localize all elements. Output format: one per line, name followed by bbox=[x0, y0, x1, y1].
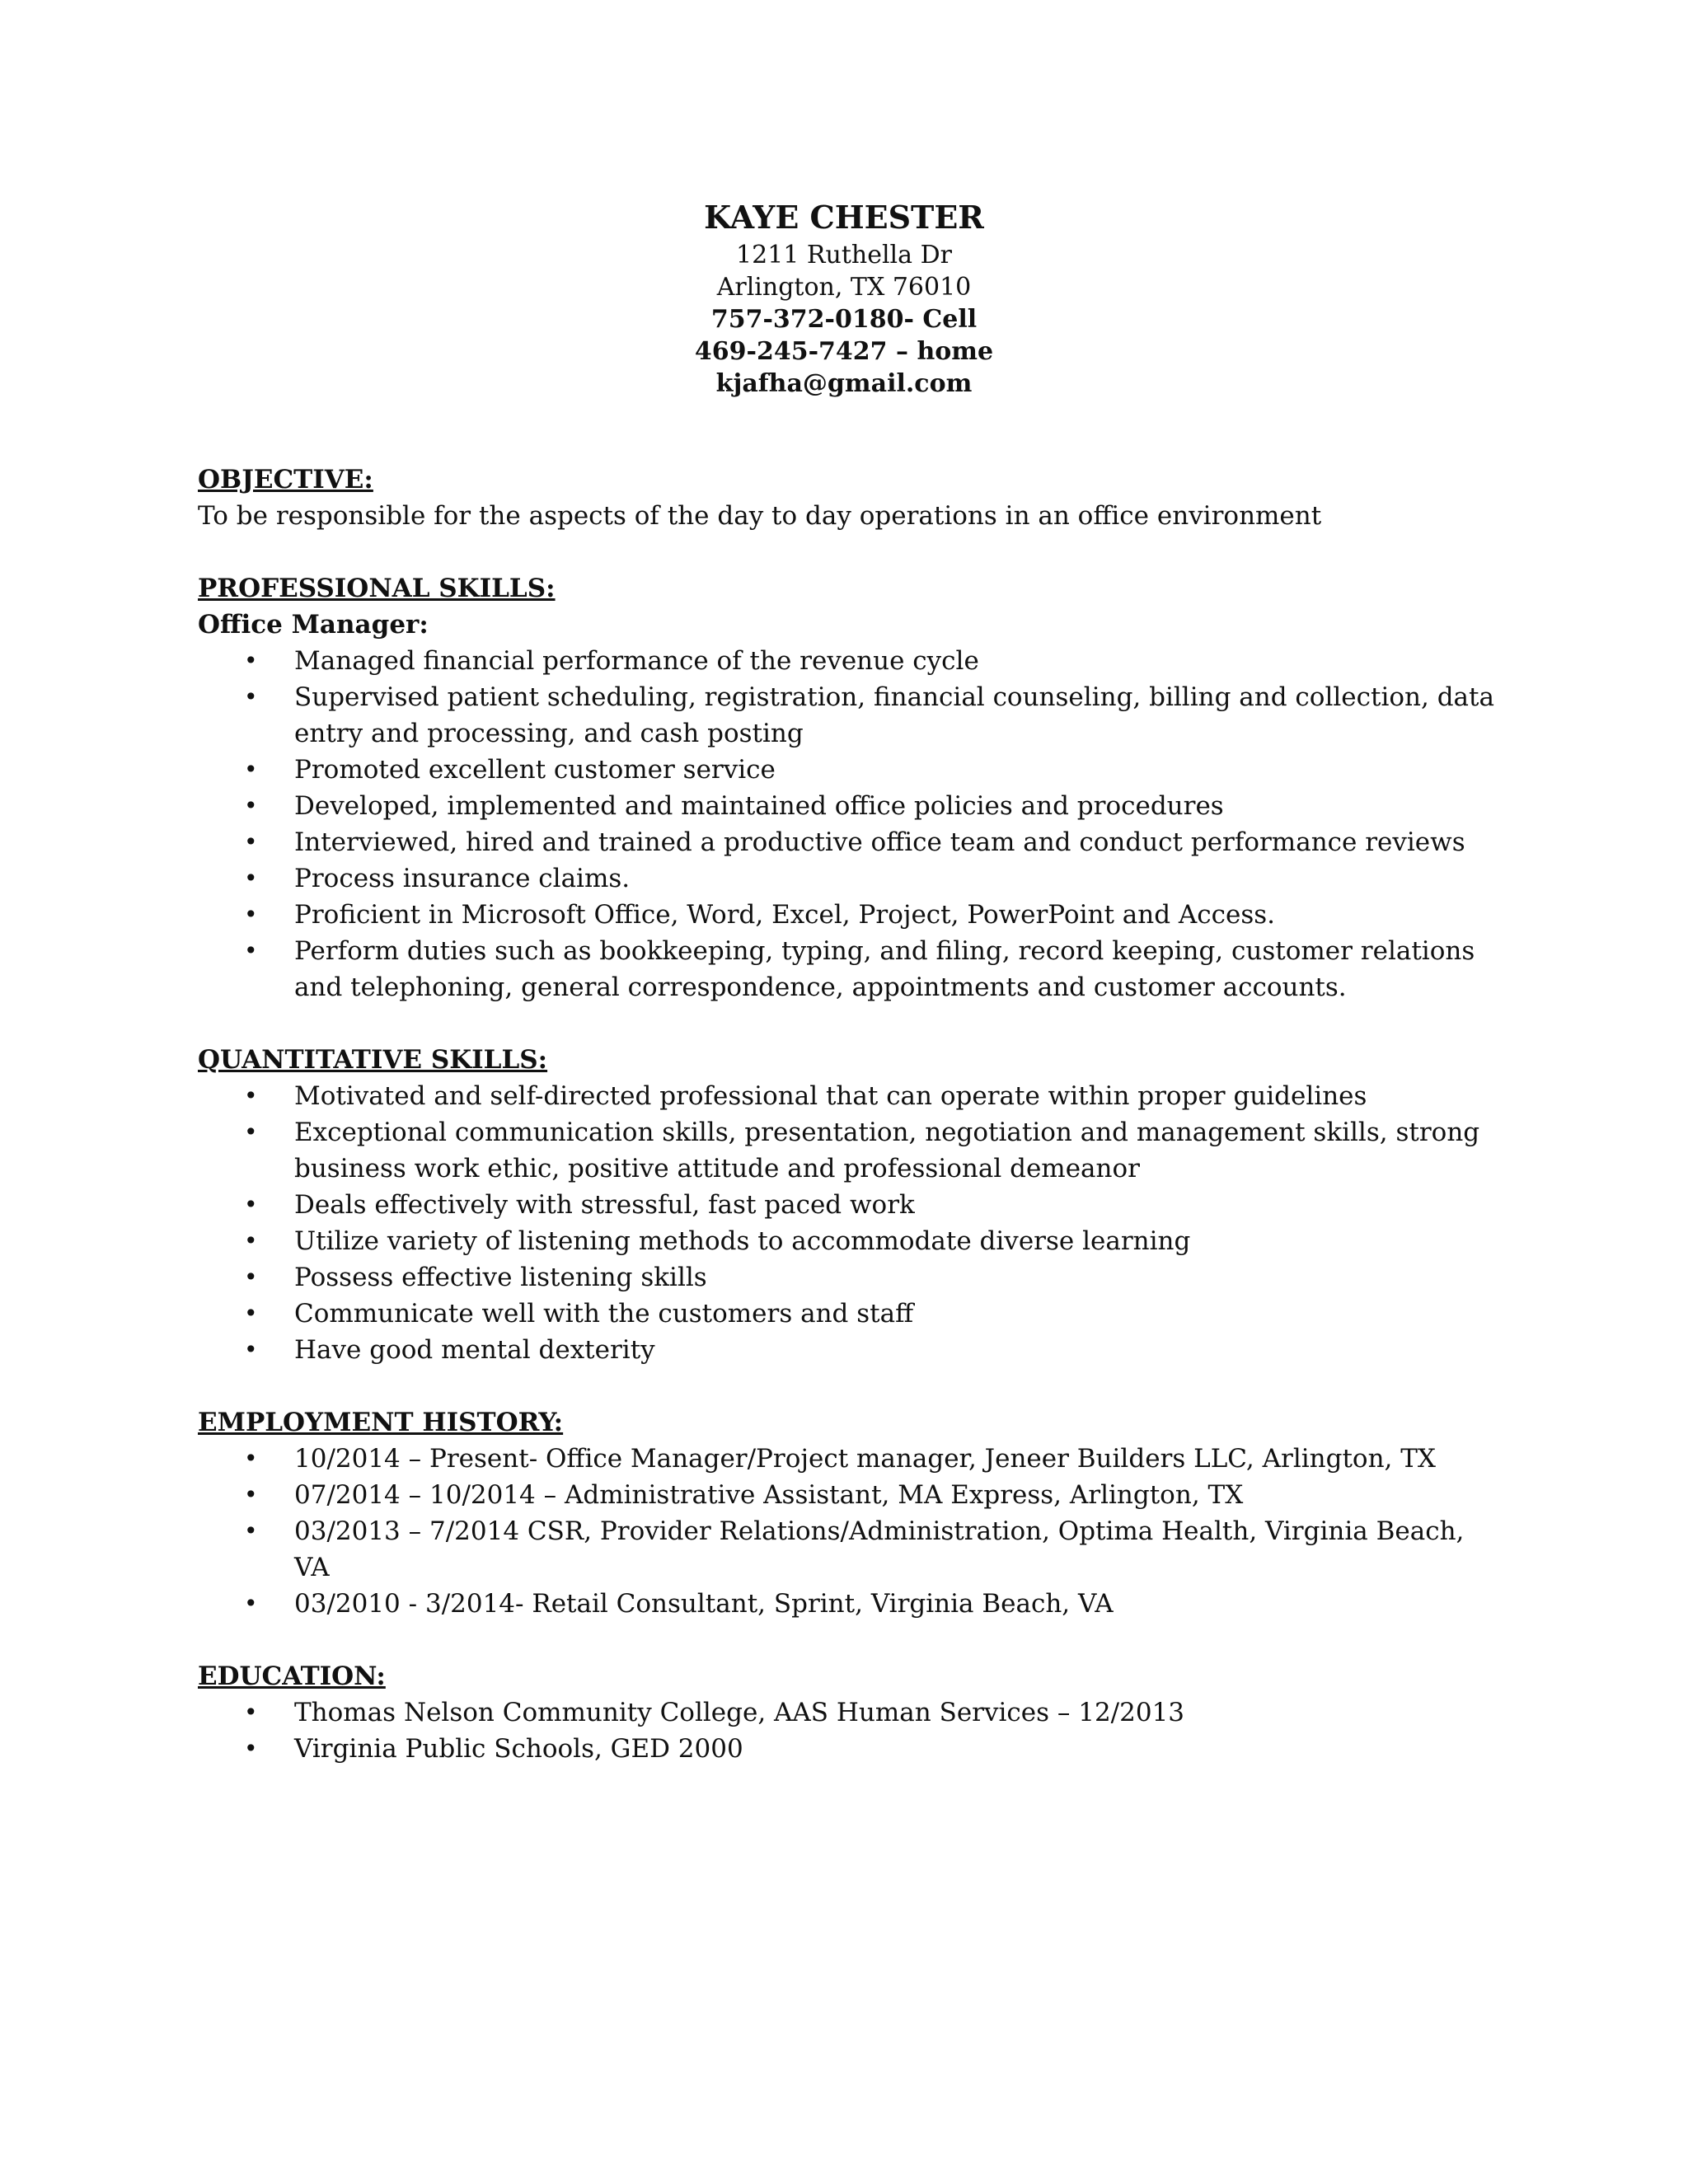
list-item bbox=[198, 1441, 1500, 1477]
list-item-text: Perform duties such as bookkeeping, typing, and filing, record keeping, customer relations and telephoning, general correspondence, appointments and customer accounts. bbox=[294, 936, 1475, 1002]
list-item bbox=[198, 1694, 1500, 1731]
list-item-text: Developed, implemented and maintained office policies and procedures bbox=[294, 791, 1224, 821]
resume-body bbox=[198, 462, 1500, 1803]
bullet-icon: • bbox=[244, 792, 258, 819]
bullet-icon: • bbox=[244, 901, 258, 928]
list-item-text: Process insurance claims. bbox=[294, 864, 631, 893]
objective-text: To be responsible for the aspects of the day to day operations in an office environment bbox=[198, 501, 1322, 531]
quantitative-skills-section bbox=[198, 1042, 1500, 1368]
employment-history-title: EMPLOYMENT HISTORY: bbox=[198, 1408, 564, 1437]
bullet-icon: • bbox=[244, 1481, 258, 1508]
list-item-text: Motivated and self-directed professional that can operate within proper guidelines bbox=[294, 1081, 1367, 1111]
list-item-text: 03/2010 - 3/2014- Retail Consultant, Sprint, Virginia Beach, VA bbox=[294, 1589, 1114, 1619]
list-item-text: 03/2013 – 7/2014 CSR, Provider Relations/Administration, Optima Health, Virginia Beach, VA bbox=[294, 1516, 1465, 1582]
list-item bbox=[198, 1731, 1500, 1767]
bullet-icon: • bbox=[244, 756, 258, 783]
list-item bbox=[198, 679, 1500, 752]
list-item-text: Thomas Nelson Community College, AAS Human Services – 12/2013 bbox=[294, 1698, 1185, 1727]
list-item-text: 10/2014 – Present- Office Manager/Project manager, Jeneer Builders LLC, Arlington, TX bbox=[294, 1444, 1436, 1474]
professional-skills-title: PROFESSIONAL SKILLS: bbox=[198, 574, 556, 603]
objective-section bbox=[198, 462, 1500, 534]
bullet-icon: • bbox=[244, 828, 258, 855]
professional-skills-list bbox=[198, 643, 1500, 1005]
professional-skills-section bbox=[198, 570, 1500, 1005]
education-title: EDUCATION: bbox=[198, 1661, 386, 1691]
list-item-text: Possess effective listening skills bbox=[294, 1263, 707, 1292]
list-item bbox=[198, 824, 1500, 860]
list-item bbox=[198, 933, 1500, 1005]
address-line-2: Arlington, TX 76010 bbox=[716, 273, 972, 302]
address-line-1: 1211 Ruthella Dr bbox=[736, 241, 952, 269]
bullet-icon: • bbox=[244, 1118, 258, 1146]
list-item bbox=[198, 1332, 1500, 1368]
bullet-icon: • bbox=[244, 937, 258, 964]
bullet-icon: • bbox=[244, 1735, 258, 1762]
list-item bbox=[198, 752, 1500, 788]
list-item bbox=[198, 1114, 1500, 1187]
list-item-text: Exceptional communication skills, presentation, negotiation and management skills, strong business work ethic, positive attitude and professional demeanor bbox=[294, 1118, 1480, 1183]
objective-title: OBJECTIVE: bbox=[198, 465, 373, 494]
list-item bbox=[198, 1078, 1500, 1114]
education-section bbox=[198, 1658, 1500, 1767]
list-item-text: Promoted excellent customer service bbox=[294, 755, 776, 785]
cell-phone: 757-372-0180- Cell bbox=[710, 305, 978, 334]
list-item bbox=[198, 1586, 1500, 1622]
bullet-icon: • bbox=[244, 1445, 258, 1472]
education-list bbox=[198, 1694, 1500, 1767]
list-item bbox=[198, 643, 1500, 679]
employment-history-section bbox=[198, 1404, 1500, 1622]
list-item-text: Proficient in Microsoft Office, Word, Excel, Project, PowerPoint and Access. bbox=[294, 900, 1276, 930]
candidate-name: KAYE CHESTER bbox=[704, 199, 984, 236]
list-item-text: Utilize variety of listening methods to accommodate diverse learning bbox=[294, 1226, 1191, 1256]
bullet-icon: • bbox=[244, 1263, 258, 1291]
bullet-icon: • bbox=[244, 1191, 258, 1218]
quantitative-skills-list bbox=[198, 1078, 1500, 1368]
bullet-icon: • bbox=[244, 1699, 258, 1726]
bullet-icon: • bbox=[244, 1336, 258, 1363]
list-item-text: Deals effectively with stressful, fast paced work bbox=[294, 1190, 915, 1220]
list-item-text: Supervised patient scheduling, registration, financial counseling, billing and collection, data entry and processing, and cash posting bbox=[294, 682, 1494, 748]
list-item-text: Have good mental dexterity bbox=[294, 1335, 655, 1365]
list-item bbox=[198, 1477, 1500, 1513]
list-item bbox=[198, 1296, 1500, 1332]
quantitative-skills-title: QUANTITATIVE SKILLS: bbox=[198, 1045, 548, 1075]
list-item-text: Communicate well with the customers and staff bbox=[294, 1299, 914, 1329]
bullet-icon: • bbox=[244, 647, 258, 674]
bullet-icon: • bbox=[244, 1300, 258, 1327]
list-item bbox=[198, 1223, 1500, 1259]
list-item bbox=[198, 860, 1500, 897]
office-manager-subhead: Office Manager: bbox=[198, 610, 429, 640]
list-item-text: Managed financial performance of the revenue cycle bbox=[294, 646, 979, 676]
list-item-text: Interviewed, hired and trained a productive office team and conduct performance reviews bbox=[294, 827, 1465, 857]
bullet-icon: • bbox=[244, 1517, 258, 1544]
list-item bbox=[198, 1513, 1500, 1586]
list-item-text: 07/2014 – 10/2014 – Administrative Assistant, MA Express, Arlington, TX bbox=[294, 1480, 1244, 1510]
list-item bbox=[198, 1187, 1500, 1223]
bullet-icon: • bbox=[244, 683, 258, 710]
resume-header bbox=[0, 196, 1688, 400]
bullet-icon: • bbox=[244, 865, 258, 892]
list-item bbox=[198, 788, 1500, 824]
bullet-icon: • bbox=[244, 1082, 258, 1109]
list-item bbox=[198, 1259, 1500, 1296]
list-item-text: Virginia Public Schools, GED 2000 bbox=[294, 1734, 743, 1764]
employment-history-list bbox=[198, 1441, 1500, 1622]
list-item bbox=[198, 897, 1500, 933]
bullet-icon: • bbox=[244, 1227, 258, 1254]
email-address: kjafha@gmail.com bbox=[715, 369, 973, 398]
bullet-icon: • bbox=[244, 1590, 258, 1617]
home-phone: 469-245-7427 – home bbox=[694, 337, 994, 366]
